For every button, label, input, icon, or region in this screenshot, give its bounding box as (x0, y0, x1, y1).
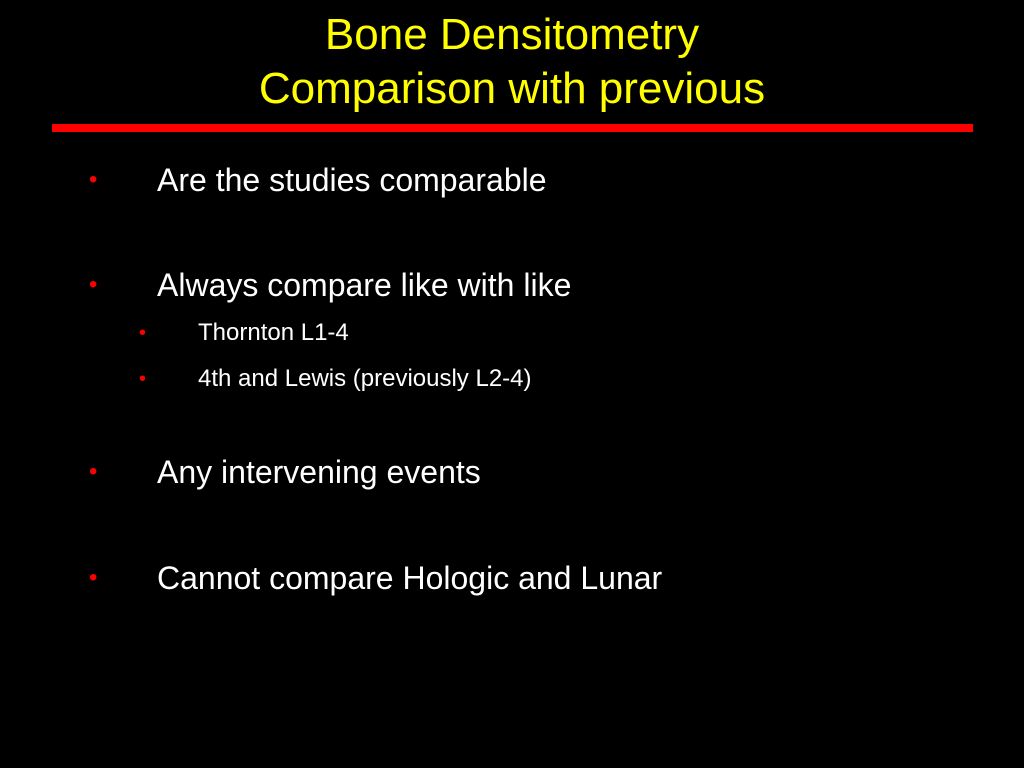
title-line-1: Bone Densitometry (324, 10, 700, 59)
bullet-text: Cannot compare Hologic and Lunar (157, 560, 663, 596)
bullet-item (89, 454, 481, 490)
bullet-marker: • (89, 271, 98, 298)
bullet-item (89, 267, 572, 303)
bullet-item (89, 162, 547, 198)
bullet-text: Any intervening events (157, 454, 481, 490)
bullet-text: Are the studies comparable (157, 162, 547, 198)
bullet-marker: • (89, 564, 98, 591)
bullet-item (89, 560, 663, 596)
title-line-2: Comparison with previous (258, 64, 766, 113)
sub-bullet-marker: • (139, 322, 147, 344)
sub-bullet-item (139, 319, 349, 347)
sub-bullet-text: Thornton L1-4 (198, 319, 349, 346)
sub-bullet-text: 4th and Lewis (previously L2-4) (198, 365, 532, 392)
bullet-marker: • (89, 166, 98, 193)
sub-bullet-marker: • (139, 368, 147, 390)
bullet-marker: • (89, 458, 98, 485)
bullet-text: Always compare like with like (157, 267, 572, 303)
sub-bullet-item (139, 365, 532, 393)
